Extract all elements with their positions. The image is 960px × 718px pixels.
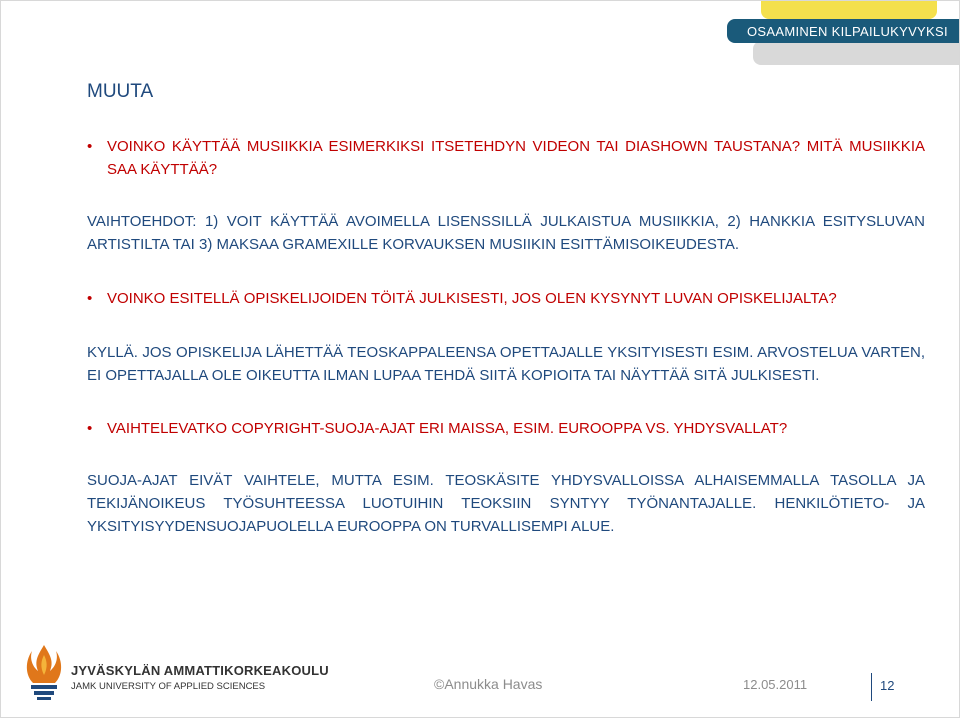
bullet: •	[87, 138, 93, 155]
footer-author: ©Annukka Havas	[434, 676, 543, 692]
answer-1: VAIHTOEHDOT: 1) VOIT KÄYTTÄÄ AVOIMELLA LISENSSILLÄ JULKAISTUA MUSIIKKIA, 2) HANKKIA ESITYSLUVAN ARTISTILTA TAI 3) MAKSAA GRAMEXILLE KORVAUKSEN MUSIIKIN ESITTÄMISOIKEUDESTA.	[87, 213, 925, 253]
banner-gray-band	[753, 41, 959, 65]
page-number-divider	[871, 673, 872, 701]
logo-name: JYVÄSKYLÄN AMMATTIKORKEAKOULU	[71, 663, 329, 678]
jamk-logo	[23, 641, 329, 701]
bullet: •	[87, 290, 93, 307]
answer-3: SUOJA-AJAT EIVÄT VAIHTELE, MUTTA ESIM. TEOSKÄSITE YHDYSVALLOISSA ALHAISEMMALLA TASOLLA JA TEKIJÄNOIKEUS TYÖSUHTEESSA LUOTUIHIN TEOKSIIN SYNTYY TYÖNANTAJALLE. HENKILÖTIETO- JA YKSITYISYYDENSUOJAPUOLELLA EUROOPPA ON TURVALLISEMPI ALUE.	[87, 472, 925, 535]
question-text: VAIHTELEVATKO COPYRIGHT-SUOJA-AJAT ERI MAISSA, ESIM. EUROOPPA VS. YHDYSVALLAT?	[107, 420, 788, 437]
banner-yellow-band	[761, 1, 937, 19]
question-text: VOINKO KÄYTTÄÄ MUSIIKKIA ESIMERKIKSI ITSETEHDYN VIDEON TAI DIASHOWN TAUSTANA? MITÄ MUSIIKKIA SAA KÄYTTÄÄ?	[107, 138, 925, 178]
jamk-flame-logo-icon	[23, 641, 65, 701]
slide-heading: MUUTA	[87, 81, 154, 102]
page-number: 12	[880, 678, 895, 693]
bullet: •	[87, 420, 93, 437]
header-banner-text: OSAAMINEN KILPAILUKYVYKSI	[747, 23, 948, 39]
answer-2: KYLLÄ. JOS OPISKELIJA LÄHETTÄÄ TEOSKAPPALEENSA OPETTAJALLE YKSITYISESTI ESIM. ARVOSTELUA VARTEN, EI OPETTAJALLA OLE OIKEUTTA ILMAN LUPAA TEHDÄ SIITÄ KOPIOITA TAI NÄYTTÄÄ SITÄ JULKISESTI.	[87, 344, 925, 384]
header-banner	[727, 19, 959, 43]
footer-date: 12.05.2011	[743, 677, 808, 692]
question-text: VOINKO ESITELLÄ OPISKELIJOIDEN TÖITÄ JULKISESTI, JOS OLEN KYSYNYT LUVAN OPISKELIJALTA?	[107, 290, 837, 307]
question-2	[87, 287, 925, 310]
logo-subtitle: JAMK UNIVERSITY OF APPLIED SCIENCES	[71, 681, 266, 692]
question-1	[87, 135, 925, 181]
question-3	[87, 417, 925, 440]
